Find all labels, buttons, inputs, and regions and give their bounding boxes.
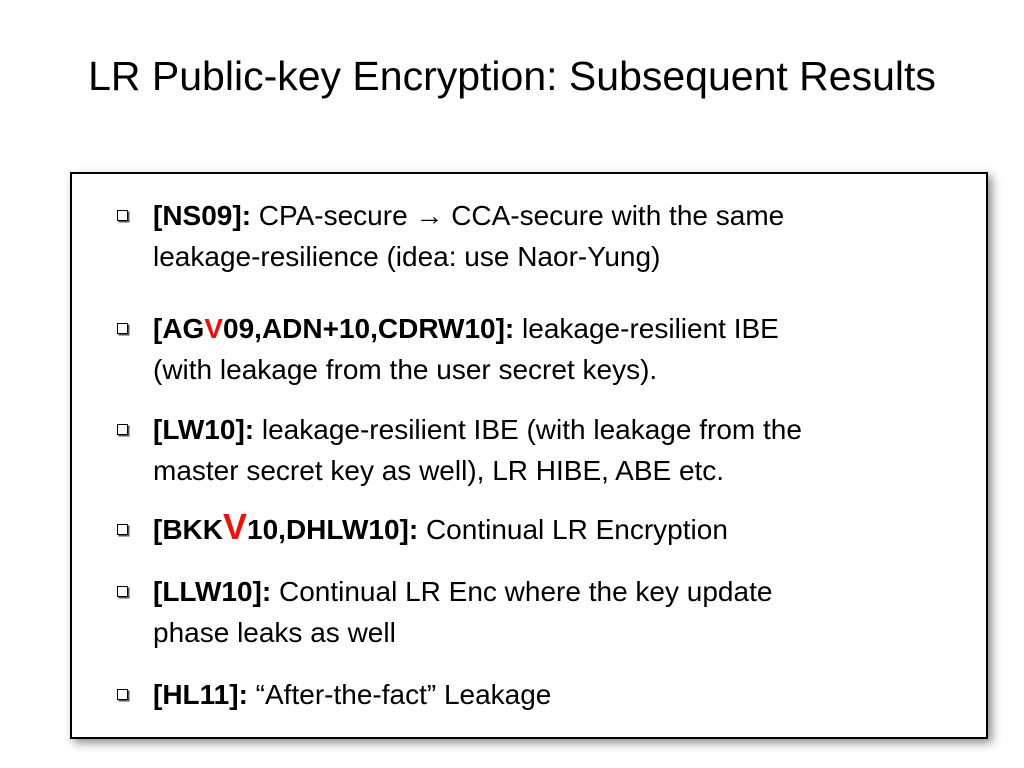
reference-prefix: [AG — [153, 313, 205, 344]
item-text: Continual LR Enc where the key update — [271, 576, 773, 607]
item-text-continued: master secret key as well), LR HIBE, ABE etc. — [153, 455, 725, 486]
item-text: CPA-secure → CCA-secure with the same — [251, 200, 785, 231]
list-item-text — [153, 506, 958, 550]
item-text-continued: leakage-resilience (idea: use Naor-Yung) — [153, 241, 661, 272]
list-item-text — [153, 674, 958, 715]
reference-label — [153, 313, 514, 344]
square-bullet-icon — [117, 524, 128, 535]
reference-suffix: 09,ADN+10,CDRW10]: — [223, 313, 515, 344]
slide-title: LR Public-key Encryption: Subsequent Results — [88, 53, 936, 99]
reference-suffix: 10,DHLW10]: — [247, 514, 419, 545]
square-bullet-icon — [117, 689, 128, 700]
item-text-continued: (with leakage from the user secret keys). — [153, 354, 658, 385]
item-text: leakage-resilient IBE — [514, 313, 779, 344]
reference-prefix: [BKK — [153, 514, 223, 545]
square-bullet-icon — [117, 424, 128, 435]
results-box — [70, 172, 988, 739]
item-text: leakage-resilient IBE (with leakage from the — [254, 414, 802, 445]
list-item-text — [153, 571, 958, 653]
list-item-text — [153, 308, 958, 390]
reference-label: [NS09]: — [153, 200, 252, 231]
reference-label — [153, 506, 419, 547]
list-item-text — [153, 195, 958, 277]
reference-label: [LLW10]: — [153, 576, 272, 607]
reference-highlight: V — [204, 313, 224, 344]
square-bullet-icon — [117, 323, 128, 334]
item-text: “After-the-fact” Leakage — [247, 679, 552, 710]
list-item-text — [153, 409, 958, 491]
item-text-continued: phase leaks as well — [153, 617, 396, 648]
reference-highlight: V — [223, 506, 248, 547]
square-bullet-icon — [117, 210, 128, 221]
reference-label: [LW10]: — [153, 414, 255, 445]
item-text: Continual LR Encryption — [418, 514, 728, 545]
reference-label: [HL11]: — [153, 679, 248, 710]
square-bullet-icon — [117, 586, 128, 597]
